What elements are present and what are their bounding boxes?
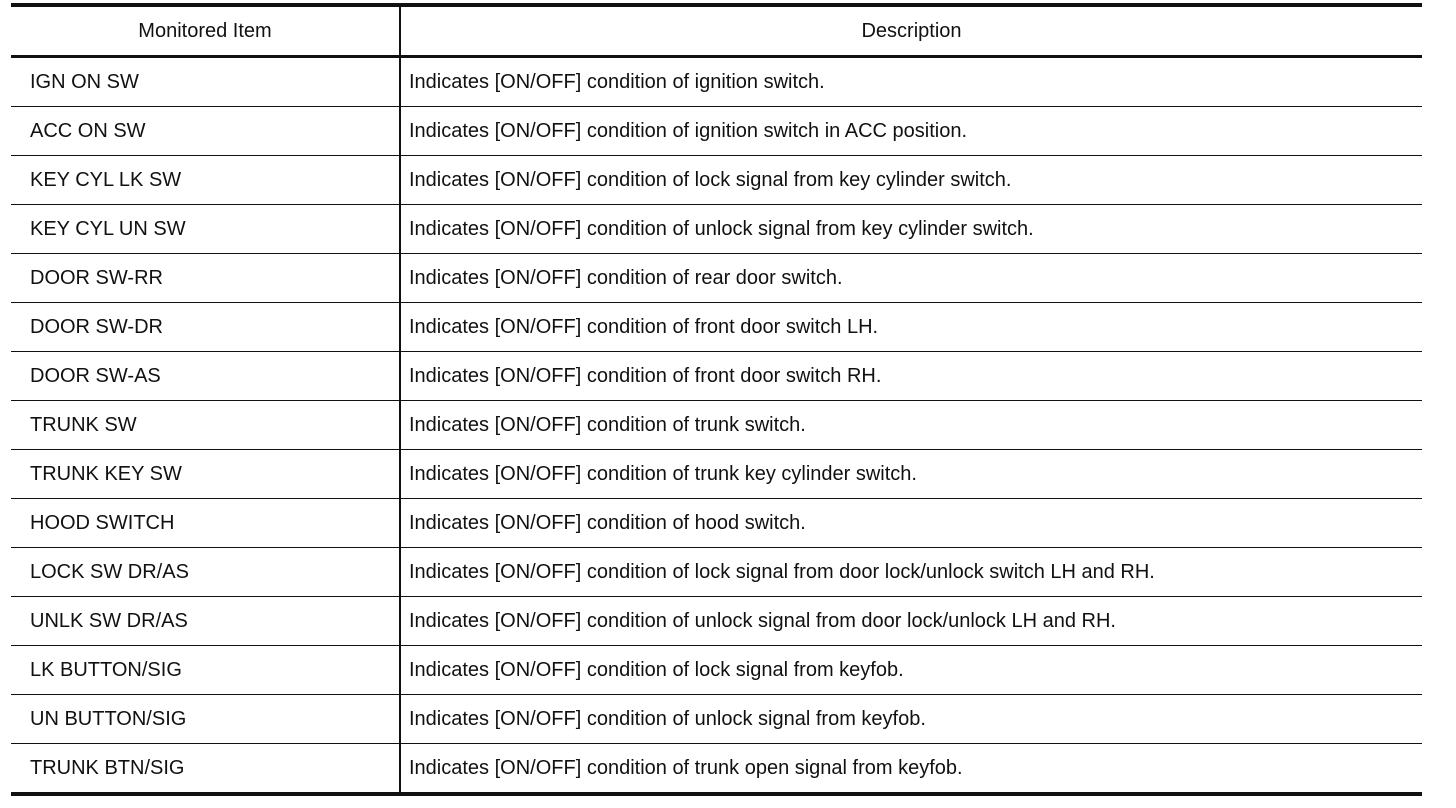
monitored-item-cell: DOOR SW-AS [11, 352, 400, 401]
table-row [11, 352, 1422, 401]
description-cell: Indicates [ON/OFF] condition of trunk key cylinder switch. [400, 450, 1422, 499]
header-description: Description [400, 5, 1422, 57]
table-row [11, 646, 1422, 695]
table-row [11, 597, 1422, 646]
monitored-item-cell: LOCK SW DR/AS [11, 548, 400, 597]
description-cell: Indicates [ON/OFF] condition of ignition switch. [400, 57, 1422, 107]
description-cell: Indicates [ON/OFF] condition of trunk switch. [400, 401, 1422, 450]
description-cell: Indicates [ON/OFF] condition of lock signal from door lock/unlock switch LH and RH. [400, 548, 1422, 597]
description-cell: Indicates [ON/OFF] condition of lock signal from key cylinder switch. [400, 156, 1422, 205]
table-row [11, 401, 1422, 450]
table-row [11, 254, 1422, 303]
monitored-item-cell: DOOR SW-DR [11, 303, 400, 352]
monitored-item-cell: DOOR SW-RR [11, 254, 400, 303]
monitored-item-cell: TRUNK KEY SW [11, 450, 400, 499]
monitored-items-table-container [11, 3, 1422, 796]
table-row [11, 499, 1422, 548]
monitored-item-cell: ACC ON SW [11, 107, 400, 156]
table-body [11, 57, 1422, 795]
monitored-item-cell: TRUNK SW [11, 401, 400, 450]
table-row [11, 450, 1422, 499]
monitored-item-cell: LK BUTTON/SIG [11, 646, 400, 695]
table-row [11, 57, 1422, 107]
description-cell: Indicates [ON/OFF] condition of front door switch LH. [400, 303, 1422, 352]
description-cell: Indicates [ON/OFF] condition of rear door switch. [400, 254, 1422, 303]
description-cell: Indicates [ON/OFF] condition of lock signal from keyfob. [400, 646, 1422, 695]
monitored-item-cell: KEY CYL LK SW [11, 156, 400, 205]
description-cell: Indicates [ON/OFF] condition of unlock signal from door lock/unlock LH and RH. [400, 597, 1422, 646]
monitored-items-table [11, 3, 1422, 796]
monitored-item-cell: TRUNK BTN/SIG [11, 744, 400, 795]
table-header [11, 5, 1422, 57]
table-row [11, 695, 1422, 744]
description-cell: Indicates [ON/OFF] condition of unlock signal from keyfob. [400, 695, 1422, 744]
table-row [11, 156, 1422, 205]
monitored-item-cell: IGN ON SW [11, 57, 400, 107]
table-row [11, 303, 1422, 352]
description-cell: Indicates [ON/OFF] condition of hood switch. [400, 499, 1422, 548]
description-cell: Indicates [ON/OFF] condition of trunk open signal from keyfob. [400, 744, 1422, 795]
description-cell: Indicates [ON/OFF] condition of unlock signal from key cylinder switch. [400, 205, 1422, 254]
monitored-item-cell: KEY CYL UN SW [11, 205, 400, 254]
monitored-item-cell: UN BUTTON/SIG [11, 695, 400, 744]
header-row [11, 5, 1422, 57]
table-row [11, 107, 1422, 156]
table-row [11, 548, 1422, 597]
header-monitored-item: Monitored Item [11, 5, 400, 57]
monitored-item-cell: UNLK SW DR/AS [11, 597, 400, 646]
description-cell: Indicates [ON/OFF] condition of front door switch RH. [400, 352, 1422, 401]
table-row [11, 744, 1422, 795]
table-row [11, 205, 1422, 254]
monitored-item-cell: HOOD SWITCH [11, 499, 400, 548]
description-cell: Indicates [ON/OFF] condition of ignition switch in ACC position. [400, 107, 1422, 156]
